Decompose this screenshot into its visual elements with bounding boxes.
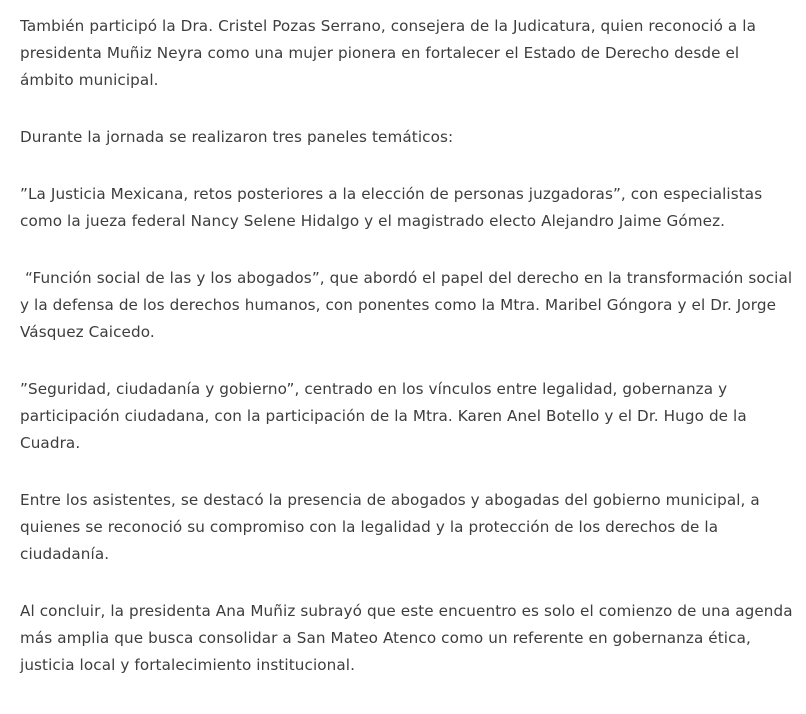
paragraph-paneles-intro: Durante la jornada se realizaron tres paneles temáticos: xyxy=(20,128,454,146)
paragraph-judicatura: También participó la Dra. Cristel Pozas Serrano, consejera de la Judicatura, quien reconoció a la presidenta Muñiz Neyra como una mujer pionera en fortalecer el Estado de Derecho desde el ámbito municipal. xyxy=(20,17,761,89)
paragraph-panel-abogados: “Función social de las y los abogados”, que abordó el papel del derecho en la transformación social y la defensa de los derechos humanos, con ponentes como la Mtra. Maribel Góngora y el Dr. Jorge Vásquez Caicedo. xyxy=(20,269,798,341)
paragraph-panel-justicia: ”La Justicia Mexicana, retos posteriores a la elección de personas juzgadoras”, con especialistas como la jueza federal Nancy Selene Hidalgo y el magistrado electo Alejandro Jaime Gómez. xyxy=(20,185,768,230)
paragraph-conclusion: Al concluir, la presidenta Ana Muñiz subrayó que este encuentro es solo el comienzo de una agenda más amplia que busca consolidar a San Mateo Atenco como un referente en gobernanza ética, justicia local y fortalecimiento institucional. xyxy=(20,602,798,674)
paragraph-panel-seguridad: ”Seguridad, ciudadanía y gobierno”, centrado en los vínculos entre legalidad, gobernanza y participación ciudadana, con la participación de la Mtra. Karen Anel Botello y el Dr. Hugo de la Cuadra. xyxy=(20,380,752,452)
paragraph-asistentes: Entre los asistentes, se destacó la presencia de abogados y abogadas del gobierno municipal, a quienes se reconoció su compromiso con la legalidad y la protección de los derechos de la ciudadanía. xyxy=(20,491,765,563)
article-body xyxy=(20,13,796,709)
